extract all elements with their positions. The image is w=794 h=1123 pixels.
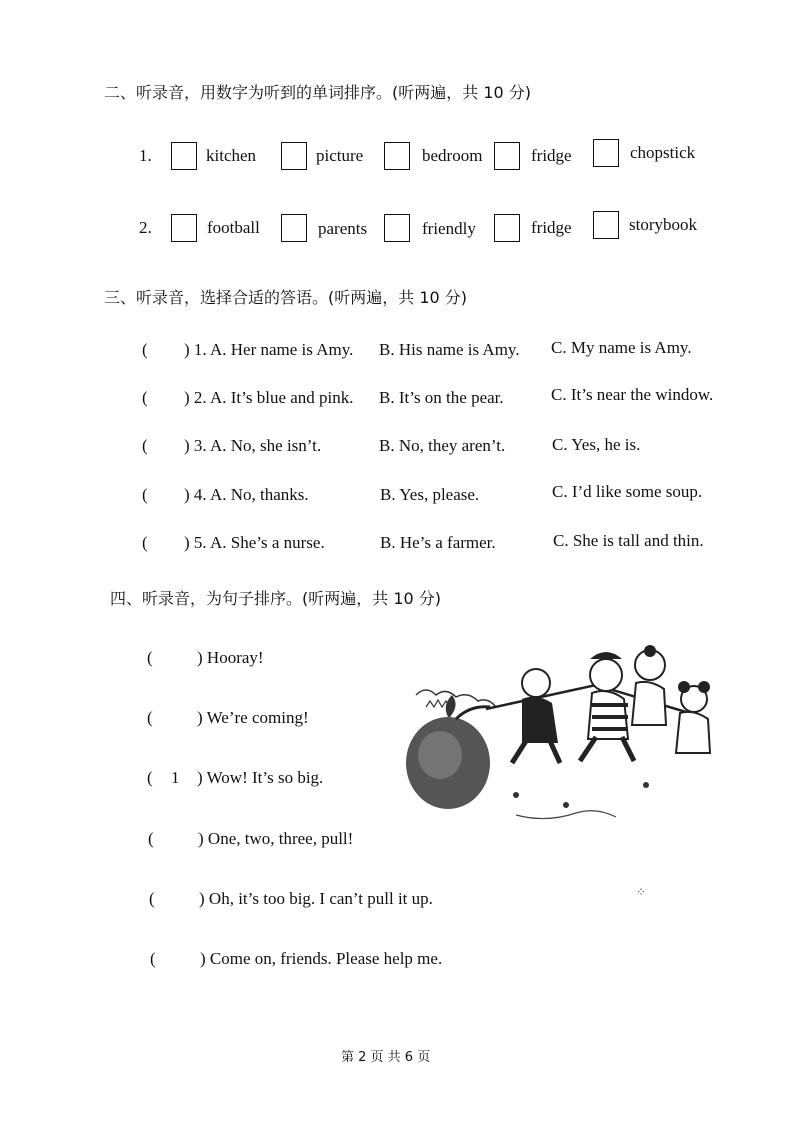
question-option-b: B. No, they aren’t. xyxy=(379,436,506,455)
open-paren: ( xyxy=(142,340,148,359)
answer-box[interactable] xyxy=(384,142,410,170)
word-item: kitchen xyxy=(206,146,257,165)
sentence-text: ) Wow! It’s so big. xyxy=(197,768,324,787)
open-paren: ( xyxy=(148,829,154,848)
section3-heading: 三、听录音，选择合适的答语。(听两遍，共 10 分) xyxy=(104,288,468,307)
word-item: friendly xyxy=(422,219,476,238)
scan-speck: ⁘ xyxy=(636,885,647,899)
word-item: parents xyxy=(318,219,368,238)
section4-heading: 四、听录音，为句子排序。(听两遍，共 10 分) xyxy=(110,589,442,608)
sentence-text: ) Oh, it’s too big. I can’t pull it up. xyxy=(199,889,433,908)
page-footer: 第 2 页 共 6 页 xyxy=(341,1050,431,1065)
pulling-turnip-illustration xyxy=(396,645,716,845)
answer-box[interactable] xyxy=(281,142,307,170)
question-option-c: C. She is tall and thin. xyxy=(553,531,704,550)
answer-box[interactable] xyxy=(384,214,410,242)
question-option-c: C. Yes, he is. xyxy=(552,435,641,454)
answer-box[interactable] xyxy=(171,214,197,242)
section2-heading: 二、听录音，用数字为听到的单词排序。(听两遍，共 10 分) xyxy=(104,83,532,102)
sentence-text: ) We’re coming! xyxy=(197,708,309,727)
answer-box[interactable] xyxy=(593,139,619,167)
row1-number: 1. xyxy=(139,146,152,165)
question-option-a: ) 5. A. She’s a nurse. xyxy=(184,533,325,552)
answer-box[interactable] xyxy=(281,214,307,242)
word-item: picture xyxy=(316,146,364,165)
question-option-a: ) 3. A. No, she isn’t. xyxy=(184,436,322,455)
open-paren: ( xyxy=(147,648,153,667)
answer-box[interactable] xyxy=(494,142,520,170)
answer-value: 1 xyxy=(171,768,180,787)
open-paren: ( xyxy=(142,533,148,552)
sentence-text: ) Come on, friends. Please help me. xyxy=(200,949,443,968)
question-option-a: ) 4. A. No, thanks. xyxy=(184,485,309,504)
word-item: bedroom xyxy=(422,146,483,165)
open-paren: ( xyxy=(147,768,153,787)
open-paren: ( xyxy=(142,436,148,455)
open-paren: ( xyxy=(147,708,153,727)
answer-box[interactable] xyxy=(593,211,619,239)
answer-box[interactable] xyxy=(494,214,520,242)
question-option-a: ) 2. A. It’s blue and pink. xyxy=(184,388,354,407)
row2-number: 2. xyxy=(139,218,152,237)
sentence-text: ) Hooray! xyxy=(197,648,264,667)
question-option-b: B. He’s a farmer. xyxy=(380,533,496,552)
open-paren: ( xyxy=(149,889,155,908)
question-option-b: B. His name is Amy. xyxy=(379,340,520,359)
word-item: fridge xyxy=(531,146,572,165)
word-item: football xyxy=(207,218,260,237)
open-paren: ( xyxy=(150,949,156,968)
question-option-b: B. Yes, please. xyxy=(380,485,480,504)
question-option-c: C. My name is Amy. xyxy=(551,338,692,357)
question-option-b: B. It’s on the pear. xyxy=(379,388,504,407)
answer-box[interactable] xyxy=(171,142,197,170)
word-item: fridge xyxy=(531,218,572,237)
question-option-c: C. I’d like some soup. xyxy=(552,482,703,501)
word-item: chopstick xyxy=(630,143,696,162)
question-option-c: C. It’s near the window. xyxy=(551,385,714,404)
question-option-a: ) 1. A. Her name is Amy. xyxy=(184,340,354,359)
open-paren: ( xyxy=(142,388,148,407)
word-item: storybook xyxy=(629,215,697,234)
sentence-text: ) One, two, three, pull! xyxy=(198,829,354,848)
open-paren: ( xyxy=(142,485,148,504)
